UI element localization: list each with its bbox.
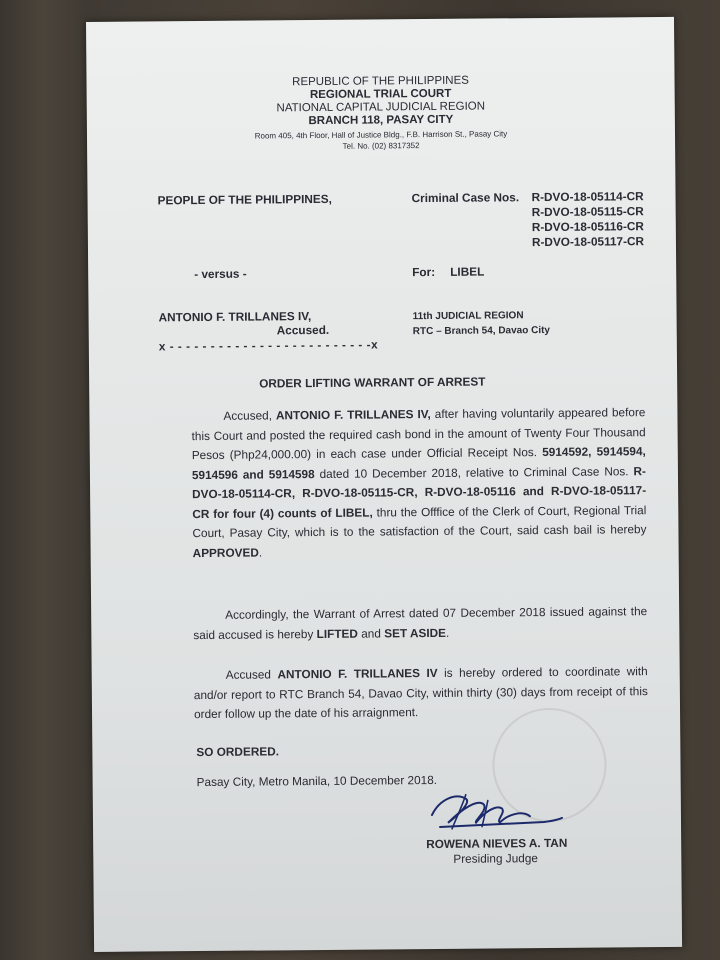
document-title: ORDER LIFTING WARRANT OF ARREST (259, 374, 486, 391)
case-number: R-DVO-18-05115-CR (531, 204, 644, 220)
case-number: R-DVO-18-05114-CR (531, 189, 644, 205)
judge-title: Presiding Judge (453, 851, 538, 866)
caption-separator: x - - - - - - - - - - - - - - - - - - - - - - - - -x (158, 337, 379, 354)
for-label: For: (412, 264, 436, 280)
case-label: Criminal Case Nos. (411, 190, 520, 206)
place-date: Pasay City, Metro Manila, 10 December 2018. (196, 772, 438, 790)
versus: - versus - (194, 266, 247, 282)
header-tel: Tel. No. (02) 8317352 (342, 141, 420, 151)
paragraph-warrant: Accordingly, the Warrant of Arrest dated 07 December 2018 issued against the said accused is hereby LIFTED and SET ASIDE. (193, 604, 648, 642)
header-court: REGIONAL TRIAL COURT (309, 87, 452, 102)
header-branch: BRANCH 118, PASAY CITY (308, 113, 454, 128)
case-number: R-DVO-18-05117-CR (531, 234, 645, 250)
for-value: LIBEL (450, 264, 485, 279)
plaintiff: PEOPLE OF THE PHILIPPINES, (157, 191, 332, 208)
paragraph-bond: Accused, ANTONIO F. TRILLANES IV, after having voluntarily appeared before this Court and posted the required cash bond in the amount of Twenty Four Thousand Pesos (Php24,000.00) in each case under Official Receipt Nos. 5914592, 5914594, 5914596 and 5914598 dated 10 December 2018, relative to Criminal Case Nos. R-DVO-18-05114-CR, R-DVO-18-05115-CR, R-DVO-18-05116 and R-DVO-18-05117-CR for four (4) counts of LIBEL, thru the Offfice of the Clerk of Court, Regional Trial Court, Pasay City, which is to the satisfaction of the Court, said cash bail is hereby APPROVED. (191, 405, 647, 560)
rtc-branch: RTC – Branch 54, Davao City (412, 324, 551, 338)
header-republic: REPUBLIC OF THE PHILIPPINES (292, 74, 469, 89)
region: 11th JUDICIAL REGION (412, 310, 524, 323)
header-address: Room 405, 4th Floor, Hall of Justice Bldg., F.B. Harrison St., Pasay City (254, 129, 508, 141)
document-page (86, 17, 682, 952)
accused-name: ANTONIO F. TRILLANES IV, (158, 309, 312, 325)
so-ordered: SO ORDERED. (196, 744, 280, 760)
header-region: NATIONAL CAPITAL JUDICIAL REGION (276, 100, 486, 115)
case-number: R-DVO-18-05116-CR (531, 219, 644, 235)
signature (426, 786, 566, 837)
paragraph-report: Accused ANTONIO F. TRILLANES IV is hereby ordered to coordinate with and/or report to RTC Branch 54, Davao City, within thirty (30) days from receipt of this order follow up the date of his arraignment. (193, 664, 648, 722)
accused-label: Accused. (276, 322, 330, 338)
judge-name: ROWENA NIEVES A. TAN (426, 835, 568, 852)
